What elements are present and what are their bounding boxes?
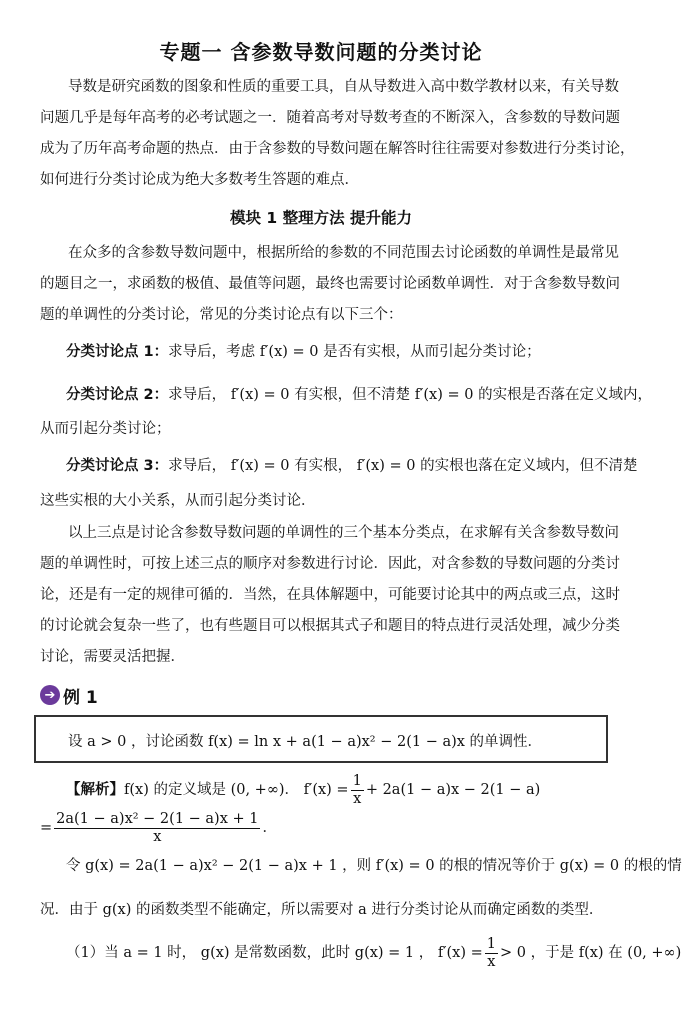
module-line: 题的单调性的分类讨论，常见的分类讨论点有以下三个： — [40, 307, 403, 323]
fraction-1-numerator: 1 — [352, 772, 362, 789]
solution-line-3: 令 g(x) = 2a(1 − a)x² − 2(1 − a)x + 1 ，则 f′(x) = 0 的根的情况等价于 g(x) = 0 的根的情 — [66, 858, 682, 874]
solution-text-5b: > 0 ，于是 f(x) 在 (0, +∞) — [500, 945, 682, 961]
solution-line-5 — [66, 935, 681, 971]
summary-line: 以上三点是讨论含参数导数问题的单调性的三个基本分类点，在求解有关含参数导数问 — [68, 525, 619, 541]
example-label: 例 1 — [63, 687, 98, 708]
fraction-3-numerator: 1 — [486, 935, 497, 952]
point-3 — [66, 456, 638, 476]
point-2 — [66, 385, 652, 405]
point-1-text: 求导后，考虑 f′(x) = 0 是否有实根，从而引起分类讨论； — [168, 344, 541, 360]
fraction-1 — [351, 773, 364, 808]
solution-text-1a: f(x) 的定义域是 (0, +∞)． f′(x) = — [124, 782, 349, 798]
summary-line: 论，还是有一定的规律可循的．当然，在具体解题中，可能要讨论其中的两点或三点，这时 — [40, 587, 620, 603]
point-3-label: 分类讨论点 3： — [66, 458, 169, 474]
example-problem-box — [34, 715, 608, 763]
point-1-label: 分类讨论点 1： — [66, 344, 169, 360]
point-2-label: 分类讨论点 2： — [66, 387, 169, 403]
fraction-2 — [54, 811, 260, 846]
module-line: 的题目之一，求函数的极值、最值等问题，最终也需要讨论函数单调性．对于含参数导数问 — [40, 276, 620, 292]
intro-line: 如何进行分类讨论成为绝大多数考生答题的难点． — [40, 172, 359, 188]
module-line: 在众多的含参数导数问题中，根据所给的参数的不同范围去讨论函数的单调性是最常见 — [68, 245, 619, 261]
fraction-2-numerator: 2a(1 − a)x² − 2(1 − a)x + 1 — [56, 810, 259, 827]
intro-paragraph — [40, 72, 635, 196]
solution-head: 【解析】 — [66, 782, 124, 798]
point-2-continued: 从而引起分类讨论； — [40, 421, 171, 437]
solution-text-5a: （1）当 a = 1 时， g(x) 是常数函数，此时 g(x) = 1 ， f′(x) = — [66, 945, 483, 961]
solution-text-1b: + 2a(1 − a)x − 2(1 − a) — [365, 782, 541, 798]
arrow-right-circle-icon: ➔ — [40, 685, 60, 705]
solution-line-1 — [66, 772, 540, 808]
point-2-text: 求导后， f′(x) = 0 有实根，但不清楚 f′(x) = 0 的实根是否落在定义域内， — [168, 387, 653, 403]
summary-line: 题的单调性时，可按上述三点的顺序对参数进行讨论．因此，对含参数的导数问题的分类讨 — [40, 556, 620, 572]
solution-line-2 — [40, 810, 277, 846]
fraction-2-denominator: x — [153, 828, 162, 845]
fraction-1-denominator: x — [353, 790, 362, 807]
module-title: 模块 1 整理方法 提升能力 — [230, 209, 412, 227]
intro-line: 问题几乎是每年高考的必考试题之一．随着高考对导数考查的不断深入，含参数的导数问题 — [40, 110, 620, 126]
solution-period: ． — [262, 820, 277, 836]
summary-line: 的讨论就会复杂一些了，也有些题目可以根据其式子和题目的特点进行灵活处理，减少分类 — [40, 618, 620, 634]
point-3-text: 求导后， f′(x) = 0 有实根， f′(x) = 0 的实根也落在定义域内，但不清楚 — [168, 458, 638, 474]
solution-line-4: 况．由于 g(x) 的函数类型不能确定，所以需要对 a 进行分类讨论从而确定函数的类型． — [40, 902, 604, 918]
example-problem: 设 a > 0 ，讨论函数 f(x) = ln x + a(1 − a)x² − 2(1 − a)x 的单调性． — [68, 734, 543, 750]
page-title: 专题一 含参数导数问题的分类讨论 — [159, 40, 483, 64]
intro-line: 导数是研究函数的图象和性质的重要工具，自从导数进入高中数学教材以来，有关导数 — [68, 79, 619, 95]
module-paragraph — [40, 238, 620, 331]
summary-line: 讨论，需要灵活把握． — [40, 649, 185, 665]
fraction-3-denominator: x — [487, 953, 496, 970]
point-1 — [66, 342, 541, 362]
intro-line: 成为了历年高考命题的热点．由于含参数的导数问题在解答时往往需要对参数进行分类讨论， — [40, 141, 635, 157]
solution-equals: = — [40, 820, 53, 836]
summary-paragraph — [40, 518, 620, 673]
fraction-3 — [485, 936, 498, 971]
example-heading — [40, 683, 98, 707]
point-3-continued: 这些实根的大小关系，从而引起分类讨论． — [40, 493, 316, 509]
